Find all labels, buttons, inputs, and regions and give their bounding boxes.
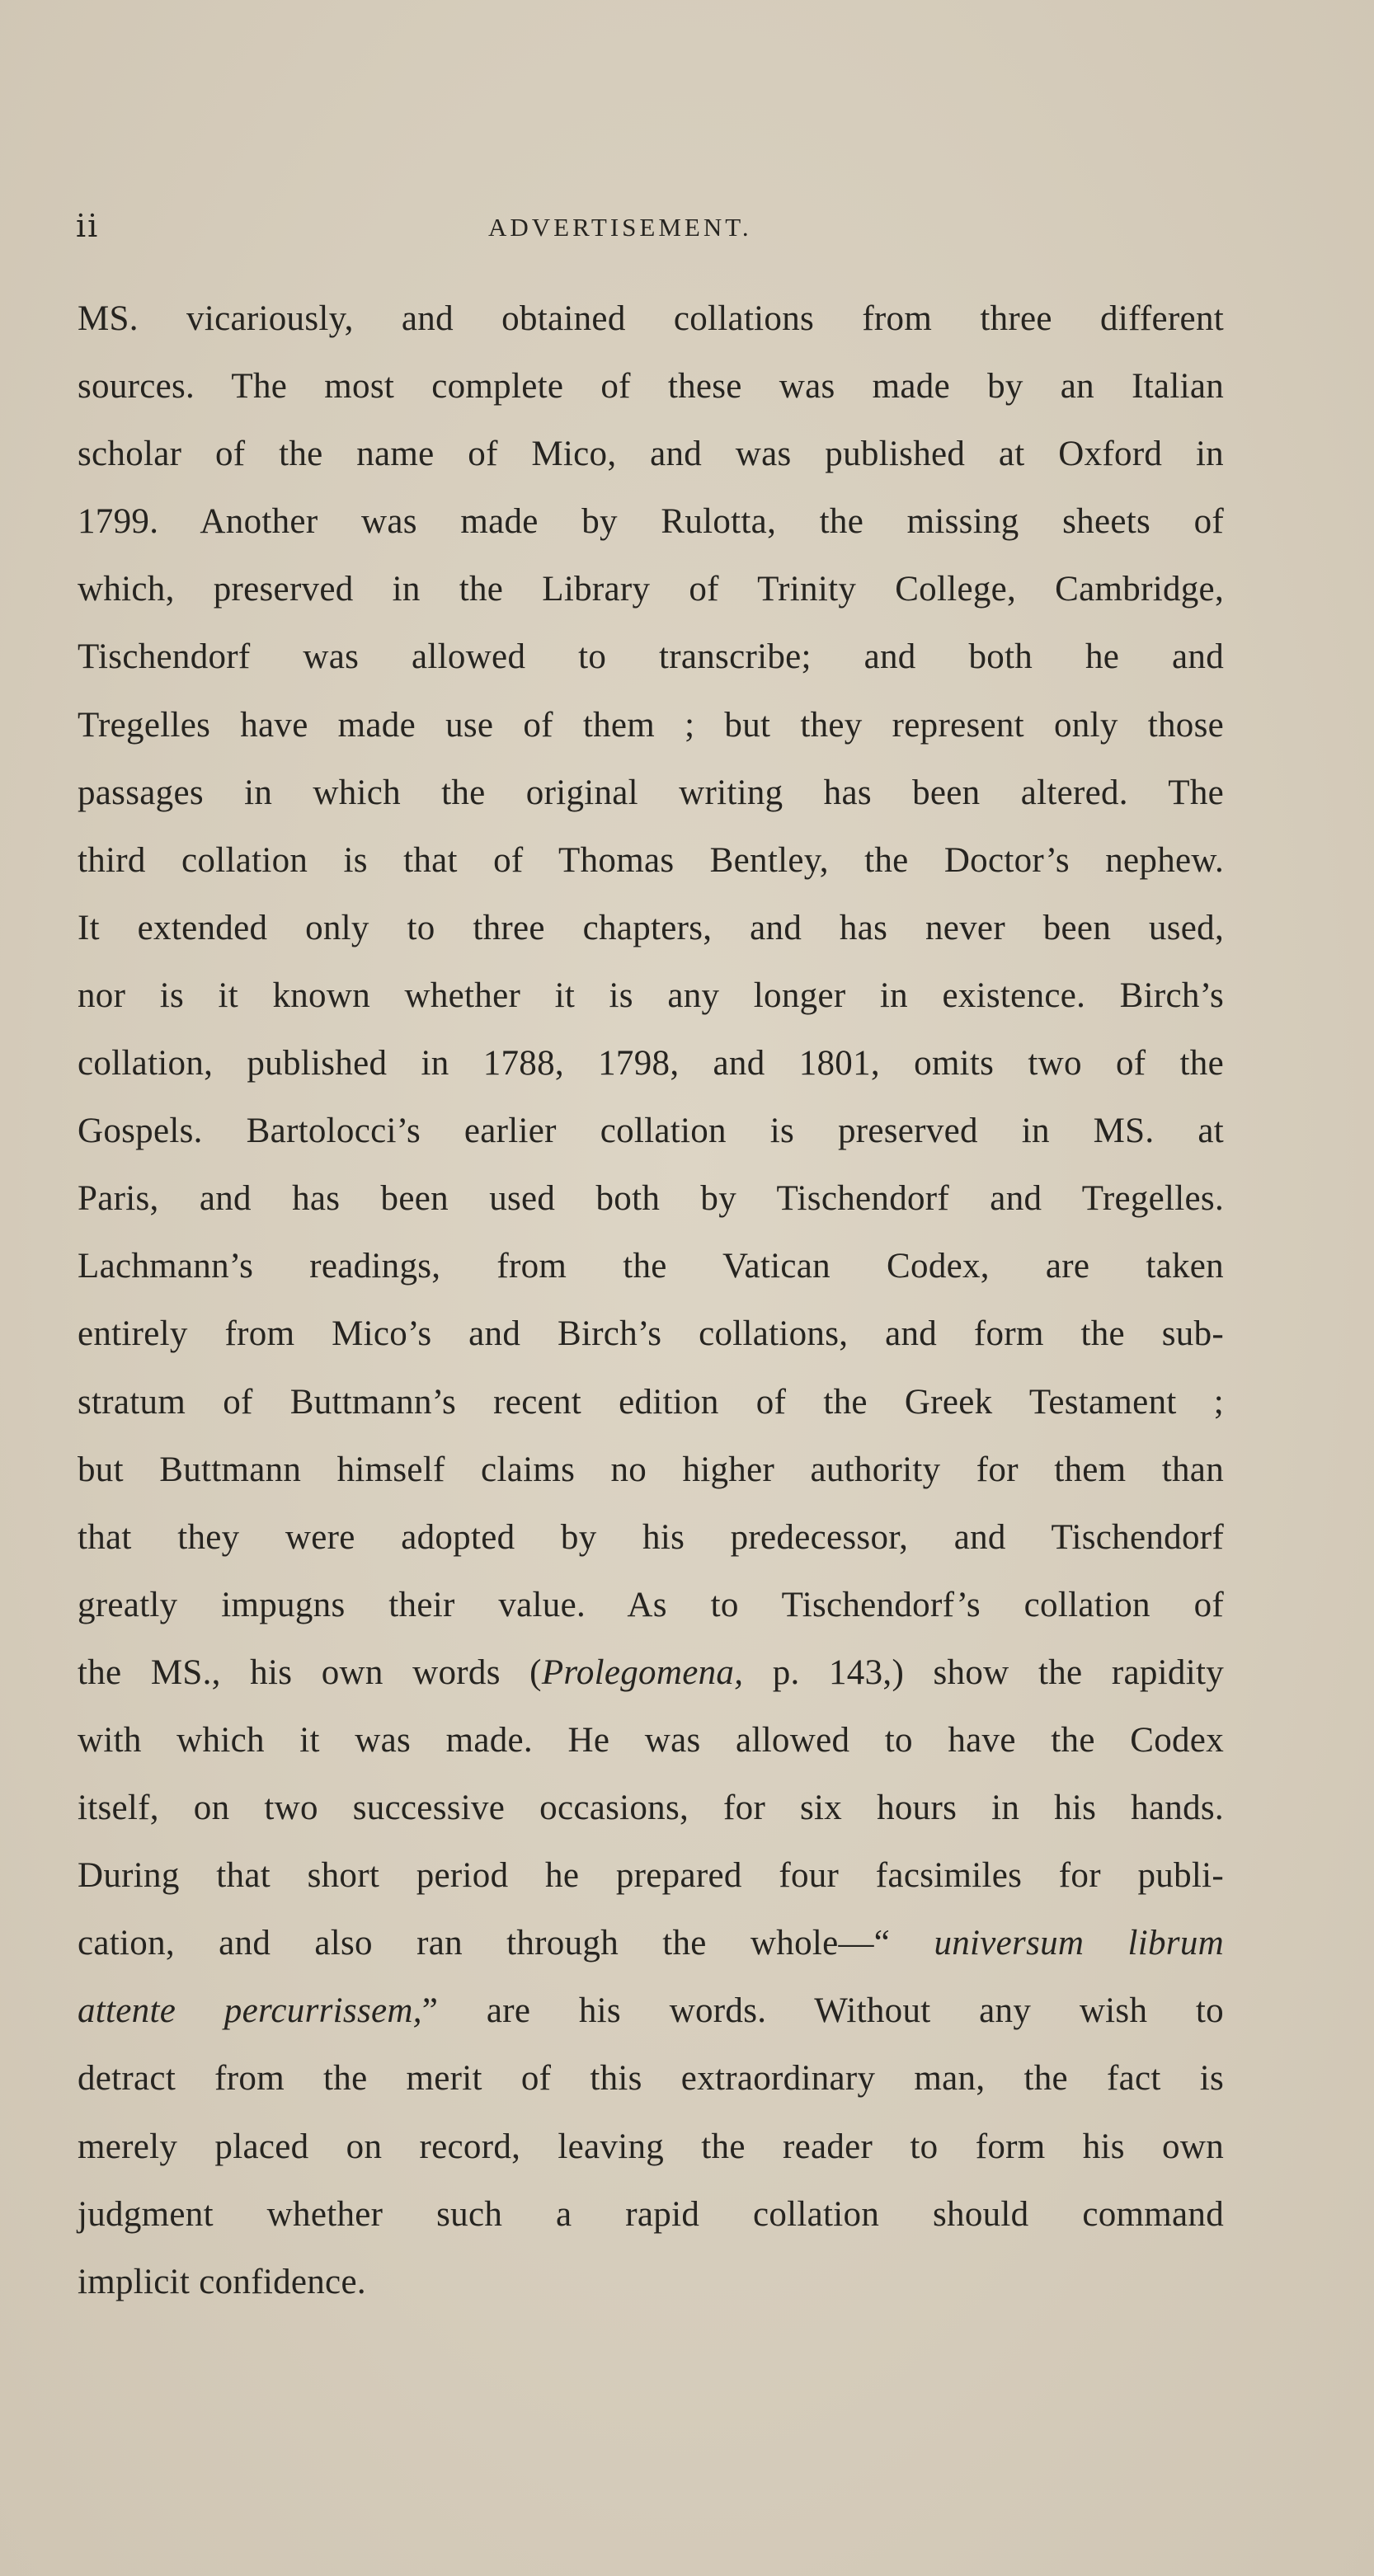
text-line: During that short period he prepared four facsimiles for publi- bbox=[78, 1856, 1224, 1896]
text-line: Lachmann’s readings, from the Vatican Codex, are taken bbox=[78, 1247, 1224, 1286]
text-line: that they were adopted by his predecessor, and Tischendorf bbox=[78, 1517, 1224, 1557]
body-text bbox=[78, 285, 1224, 2316]
text-line: passages in which the original writing has been altered. The bbox=[78, 773, 1224, 812]
text-line: judgment whether such a rapid collation should command bbox=[78, 2194, 1224, 2234]
text-line: sources. The most complete of these was made by an Italian bbox=[78, 367, 1224, 407]
text-line: Gospels. Bartolocci’s earlier collation is preserved in MS. at bbox=[78, 1112, 1224, 1151]
text-line: which, preserved in the Library of Trinity College, Cambridge, bbox=[78, 570, 1224, 609]
text-line: cation, and also ran through the whole—“ universum librum bbox=[78, 1924, 1224, 1963]
text-line: It extended only to three chapters, and has never been used, bbox=[78, 908, 1224, 947]
text-line: nor is it known whether it is any longer in existence. Birch’s bbox=[78, 975, 1224, 1015]
text-line: stratum of Buttmann’s recent edition of the Greek Testament ; bbox=[78, 1382, 1224, 1422]
text-line: greatly impugns their value. As to Tischendorf’s collation of bbox=[78, 1585, 1224, 1624]
text-line: with which it was made. He was allowed to have the Codex bbox=[78, 1720, 1224, 1760]
text-line: detract from the merit of this extraordinary man, the fact is bbox=[78, 2059, 1224, 2099]
page-number: ii bbox=[76, 208, 100, 244]
text-line: Tregelles have made use of them ; but they represent only those bbox=[78, 705, 1224, 745]
text-line: but Buttmann himself claims no higher authority for them than bbox=[78, 1450, 1224, 1489]
italic-quote: attente percurrissem, bbox=[78, 1991, 422, 2031]
text-line: scholar of the name of Mico, and was published at Oxford in bbox=[78, 435, 1224, 474]
text-line: MS. vicariously, and obtained collations from three different bbox=[78, 299, 1224, 338]
text-line: Tischendorf was allowed to transcribe; and both he and bbox=[78, 637, 1224, 677]
text-line: entirely from Mico’s and Birch’s collations, and form the sub- bbox=[78, 1314, 1224, 1354]
text-line: 1799. Another was made by Rulotta, the missing sheets of bbox=[78, 502, 1224, 542]
text-line: attente percurrissem,” are his words. Without any wish to bbox=[78, 1991, 1224, 2031]
text-line: implicit confidence. bbox=[78, 2262, 366, 2301]
page-header bbox=[76, 208, 1230, 257]
text-line: itself, on two successive occasions, for six hours in his hands. bbox=[78, 1789, 1224, 1828]
text-line: collation, published in 1788, 1798, and 1801, omits two of the bbox=[78, 1044, 1224, 1084]
text-line: the MS., his own words (Prolegomena, p. 143,) show the rapidity bbox=[78, 1652, 1224, 1692]
text-line: third collation is that of Thomas Bentley, the Doctor’s nephew. bbox=[78, 840, 1224, 880]
italic-quote: universum librum bbox=[934, 1924, 1224, 1963]
text-line: merely placed on record, leaving the reader to form his own bbox=[78, 2127, 1224, 2166]
running-head: ADVERTISEMENT. bbox=[488, 213, 752, 242]
text-line: Paris, and has been used both by Tischendorf and Tregelles. bbox=[78, 1179, 1224, 1219]
italic-title: Prolegomena, bbox=[541, 1652, 744, 1692]
